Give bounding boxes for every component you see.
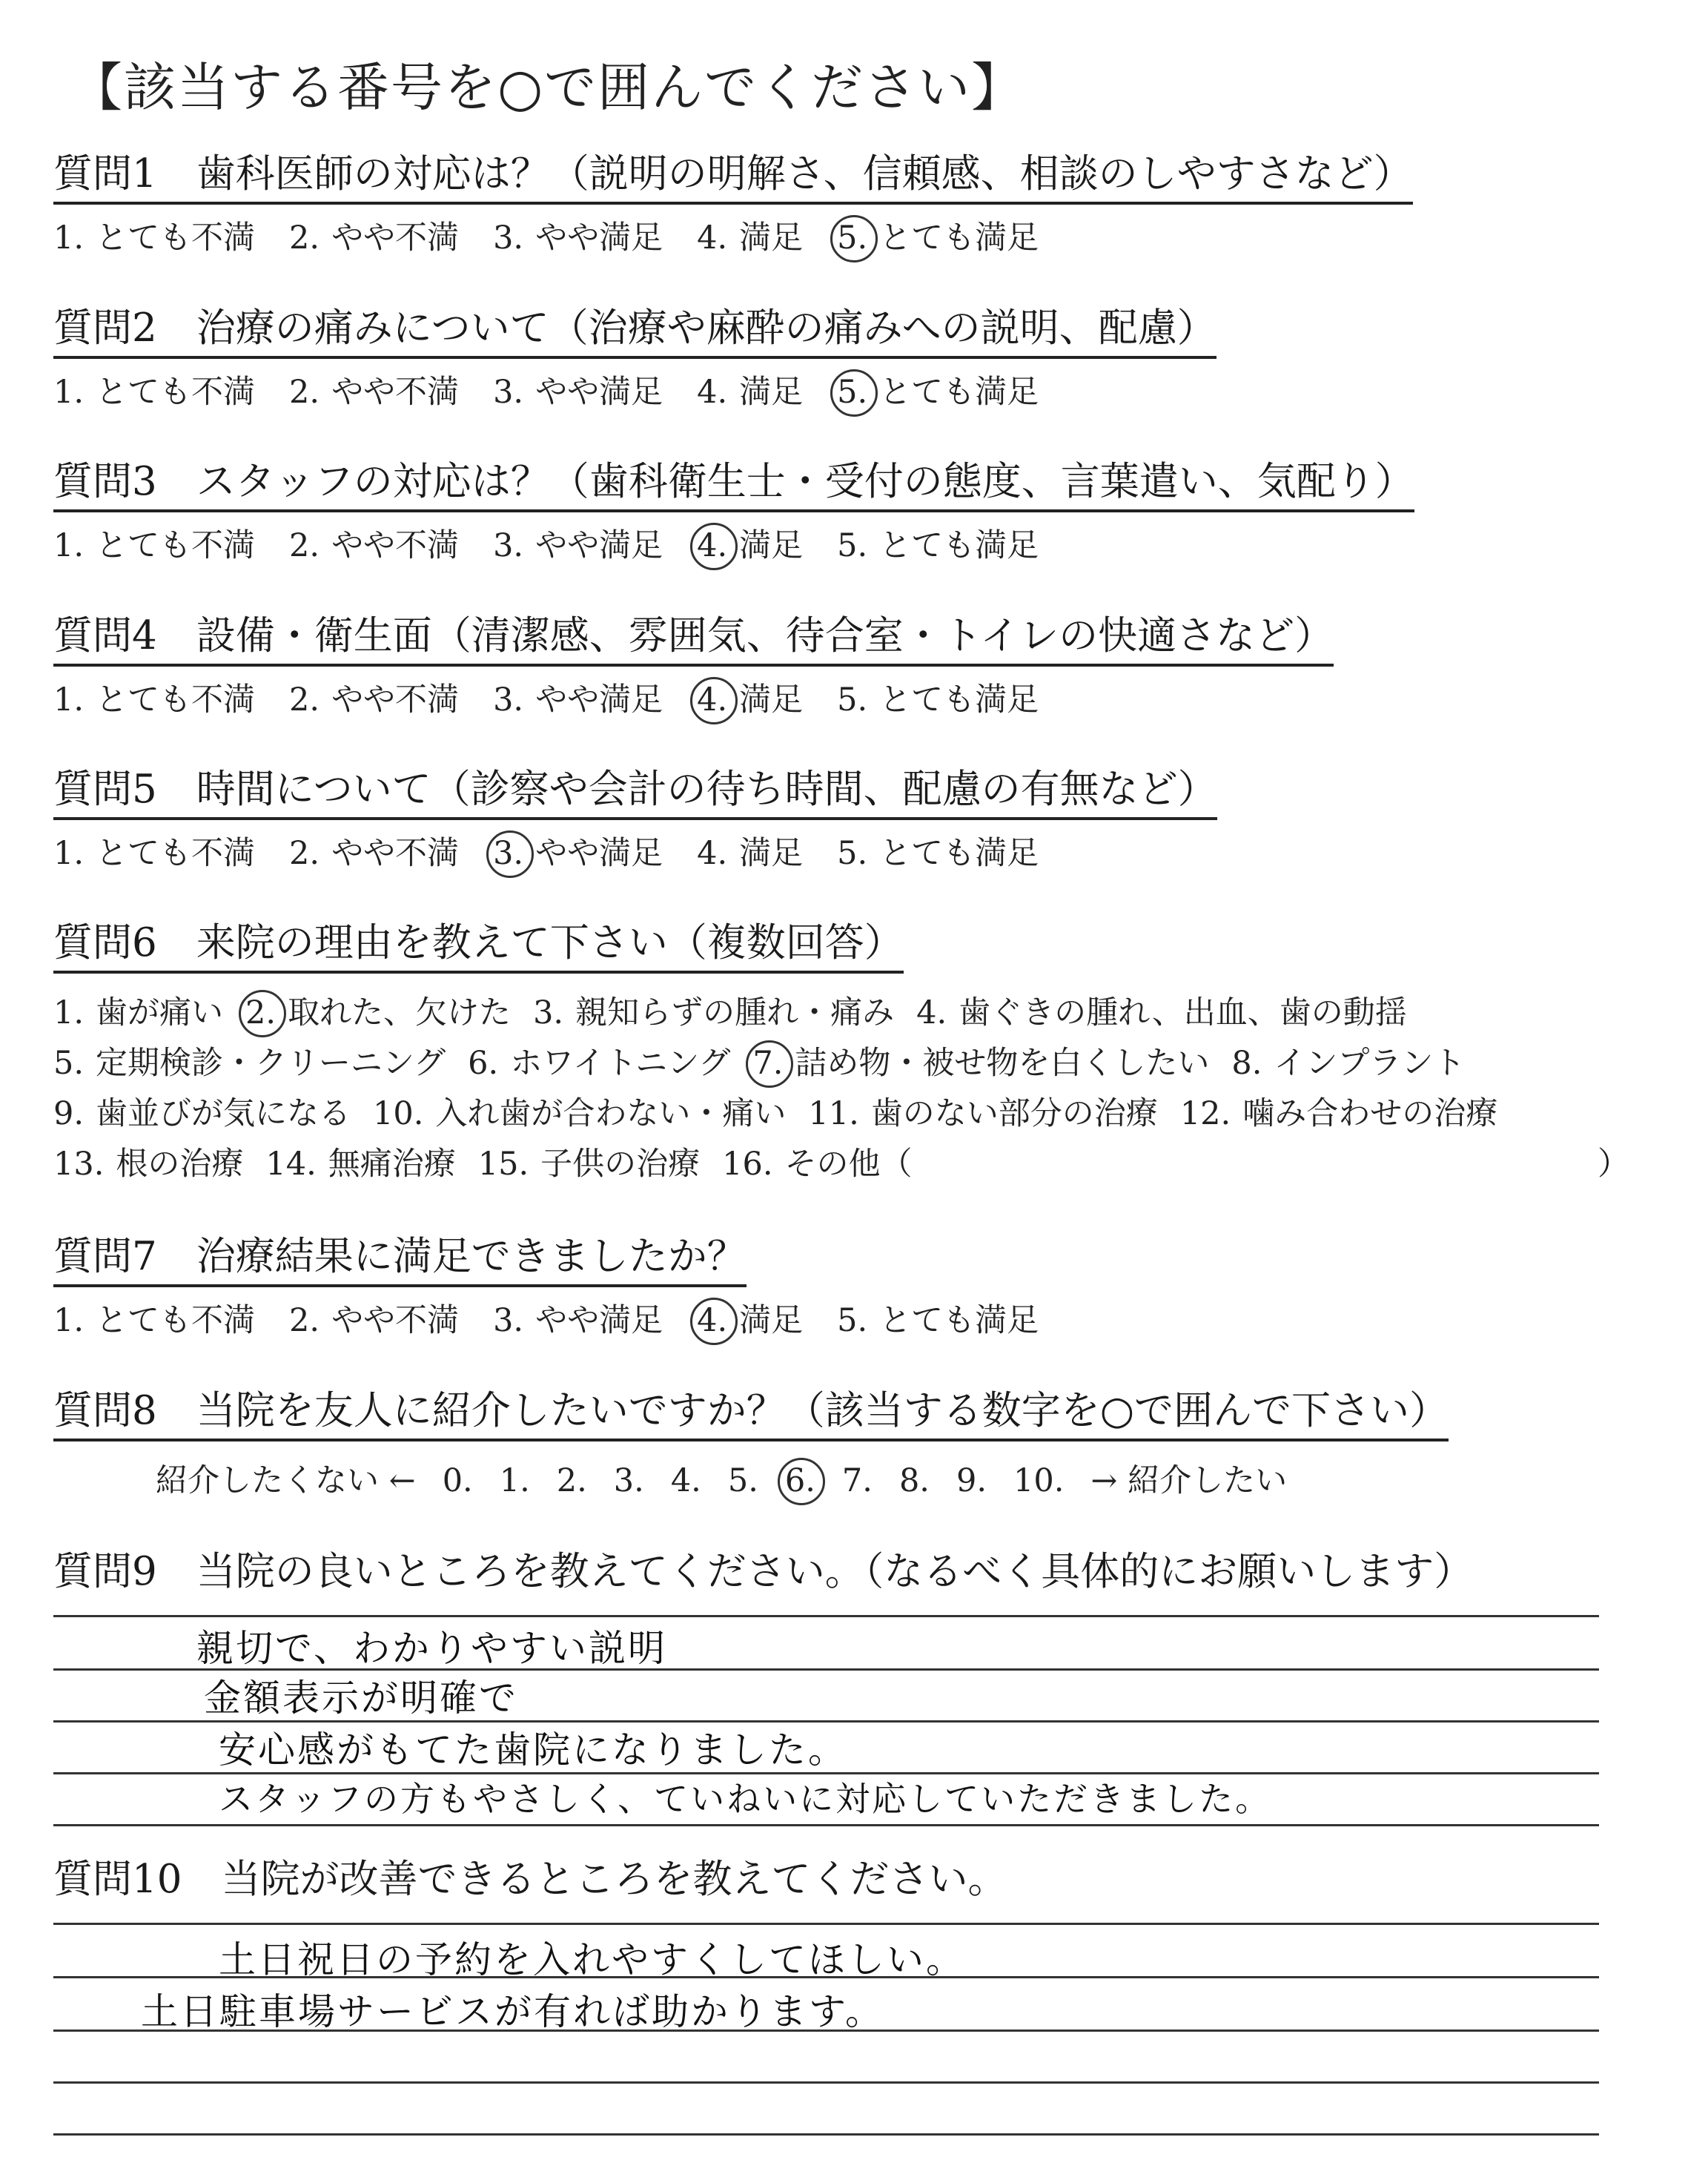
option-label: 定期検診・クリーニング (96, 1045, 446, 1082)
option-number: 2. (289, 681, 320, 719)
question-4-option-2[interactable] (289, 675, 459, 720)
option-label: やや不満 (331, 835, 460, 872)
option-label: とても満足 (879, 1302, 1039, 1339)
question-5-options (53, 828, 1073, 873)
option-label: やや満足 (535, 835, 663, 872)
question-1-option-3[interactable] (493, 213, 663, 258)
option-label: やや満足 (535, 1302, 663, 1339)
question-2-option-5[interactable] (837, 367, 1039, 412)
option-number: 2. (289, 374, 320, 411)
question-5-option-4[interactable] (697, 828, 803, 873)
option-number: 11. (808, 1095, 859, 1132)
scale-value[interactable]: 1. (499, 1462, 530, 1499)
option-label: 子供の治療 (540, 1146, 701, 1183)
option-number: 3. (493, 1302, 524, 1339)
option-label: その他（ (784, 1146, 913, 1183)
option-number: 16. (722, 1146, 773, 1183)
question-2-option-1[interactable] (53, 367, 255, 412)
option-number: 12. (1179, 1095, 1231, 1132)
option-label: やや不満 (331, 527, 460, 564)
reason-option[interactable] (916, 988, 1407, 1033)
question-8-title: 質問8 当院を友人に紹介したいですか？（該当する数字を○で囲んで下さい） (53, 1389, 1449, 1441)
option-number: 4. (697, 374, 728, 411)
question-7-option-5[interactable] (837, 1295, 1039, 1341)
option-number: 1. (53, 1302, 85, 1339)
option-number: 4. (697, 835, 728, 872)
question-7-option-2[interactable] (289, 1295, 459, 1341)
question-1-option-1[interactable] (53, 213, 255, 258)
scale-value[interactable]: 3. (613, 1462, 644, 1499)
question-1-option-5[interactable] (837, 213, 1039, 258)
option-label: やや不満 (331, 1302, 460, 1339)
question-6-title: 質問6 来院の理由を教えて下さい（複数回答） (53, 921, 904, 974)
handwritten-answer: スタッフの方もやさしく、ていねいに対応していただきました。 (219, 1779, 1272, 1819)
option-label: とても不満 (96, 527, 256, 564)
question-3-option-3[interactable] (493, 521, 663, 566)
handwritten-answer: 土日祝日の予約を入れやすくしてほしい。 (219, 1938, 965, 1981)
option-label: やや満足 (535, 374, 663, 411)
question-3-option-5[interactable] (837, 521, 1039, 566)
option-number: 13. (53, 1146, 105, 1183)
question-1-option-2[interactable] (289, 213, 459, 258)
reason-option[interactable] (1180, 1089, 1497, 1134)
option-number: 4. (697, 527, 728, 564)
question-7-option-1[interactable] (53, 1295, 255, 1341)
question-3-options (53, 521, 1073, 566)
reason-option[interactable] (808, 1089, 1157, 1134)
question-2-option-2[interactable] (289, 367, 459, 412)
answer-line (53, 1923, 1599, 1925)
option-label: 入れ歯が合わない・痛い (435, 1095, 787, 1132)
option-label: やや不満 (331, 681, 460, 719)
question-2-option-4[interactable] (697, 367, 803, 412)
question-4-title: 質問4 設備・衛生面（清潔感、雰囲気、待合室・トイレの快適さなど） (53, 614, 1334, 667)
option-number: 5. (837, 219, 868, 257)
question-3-option-2[interactable] (289, 521, 459, 566)
answer-line (53, 1615, 1599, 1617)
reason-option[interactable] (533, 988, 894, 1033)
option-label: やや満足 (535, 219, 663, 257)
option-number: 2. (289, 835, 320, 872)
option-number: 4. (697, 219, 728, 257)
reason-option[interactable] (53, 1038, 446, 1083)
option-number: 3. (493, 219, 524, 257)
option-label: とても満足 (879, 681, 1039, 719)
recommend-scale (156, 1456, 1314, 1501)
question-7-options (53, 1295, 1073, 1341)
option-number: 4. (916, 994, 947, 1031)
handwritten-answer: 安心感がもてた歯院になりました。 (219, 1728, 847, 1771)
option-label: とても不満 (96, 219, 256, 257)
option-label: 満足 (739, 527, 804, 564)
option-label: 満足 (739, 835, 804, 872)
question-5-title: 質問5 時間について（診察や会計の待ち時間、配慮の有無など） (53, 767, 1217, 820)
option-number: 1. (53, 835, 85, 872)
option-number: 3. (493, 681, 524, 719)
option-number: 14. (265, 1146, 317, 1183)
question-2-options (53, 367, 1073, 412)
option-label: 詰め物・被せ物を白くしたい (795, 1045, 1210, 1082)
option-label: 根の治療 (116, 1146, 244, 1183)
option-number: 4. (697, 1302, 728, 1339)
scale-value[interactable]: 6. (784, 1462, 815, 1499)
scale-value[interactable]: 2. (556, 1462, 587, 1499)
option-number: 6. (468, 1045, 499, 1082)
option-number: 3. (493, 374, 524, 411)
question-1-option-4[interactable] (697, 213, 803, 258)
reason-option[interactable] (478, 1139, 700, 1184)
question-3-option-4[interactable] (697, 521, 803, 566)
reason-option[interactable] (53, 988, 223, 1033)
option-label: とても不満 (96, 1302, 256, 1339)
option-number: 5. (53, 1045, 85, 1082)
option-number: 4. (697, 681, 728, 719)
scale-value[interactable]: 4. (670, 1462, 701, 1499)
option-number: 5. (837, 681, 868, 719)
scale-right-label: → 紹介したい (1090, 1462, 1288, 1499)
option-label: やや不満 (331, 374, 460, 411)
question-2-title: 質問2 治療の痛みについて（治療や麻酔の痛みへの説明、配慮） (53, 306, 1217, 359)
option-number: 1. (53, 374, 85, 411)
option-label: ホワイトニング (510, 1045, 731, 1082)
question-7-title: 質問7 治療結果に満足できましたか？ (53, 1235, 747, 1287)
scale-value[interactable]: 10. (1013, 1462, 1065, 1499)
handwritten-answer: 親切で、わかりやすい説明 (196, 1627, 667, 1670)
question-6-options-row (53, 1139, 935, 1184)
question-5-option-2[interactable] (289, 828, 459, 873)
question-4-option-1[interactable] (53, 675, 255, 720)
question-3-option-1[interactable] (53, 521, 255, 566)
question-6-options-row (53, 1089, 1520, 1134)
option-label: 歯が痛い (96, 994, 224, 1031)
reason-option[interactable] (265, 1139, 455, 1184)
option-label: とても不満 (96, 681, 256, 719)
handwritten-answer: 金額表示が明確で (204, 1677, 518, 1720)
option-number: 5. (837, 1302, 868, 1339)
option-label: 取れた、欠けた (288, 994, 512, 1031)
option-number: 10. (373, 1095, 424, 1132)
reason-option[interactable] (468, 1038, 730, 1083)
option-label: とても満足 (879, 835, 1039, 872)
other-close-paren: ） (1598, 1146, 1629, 1183)
option-number: 2. (289, 219, 320, 257)
question-5-option-3[interactable] (493, 828, 663, 873)
option-label: インプラント (1274, 1045, 1466, 1082)
question-4-option-3[interactable] (493, 675, 663, 720)
option-label: とても満足 (879, 219, 1039, 257)
option-number: 5. (837, 527, 868, 564)
reason-option[interactable] (53, 1139, 243, 1184)
option-label: とても不満 (96, 374, 256, 411)
option-label: 噛み合わせの治療 (1242, 1095, 1498, 1132)
option-number: 9. (53, 1095, 85, 1132)
option-label: 満足 (739, 681, 804, 719)
answer-line (53, 1824, 1599, 1826)
question-6-options-row (53, 1038, 1487, 1083)
answer-line (53, 2081, 1599, 2084)
option-number: 7. (752, 1045, 784, 1082)
scale-value[interactable]: 9. (956, 1462, 987, 1499)
option-number: 1. (53, 681, 85, 719)
question-4-option-4[interactable] (697, 675, 803, 720)
option-label: 満足 (739, 1302, 804, 1339)
option-label: 無痛治療 (328, 1146, 456, 1183)
question-5-option-5[interactable] (837, 828, 1039, 873)
option-number: 1. (53, 994, 85, 1031)
option-label: やや満足 (535, 527, 663, 564)
reason-option[interactable] (373, 1089, 786, 1134)
scale-value[interactable]: 7. (841, 1462, 873, 1499)
reason-option[interactable] (752, 1038, 1209, 1083)
option-number: 2. (245, 994, 277, 1031)
option-label: とても満足 (879, 527, 1039, 564)
option-label: とても不満 (96, 835, 256, 872)
scale-value[interactable]: 0. (442, 1462, 473, 1499)
option-label: とても満足 (879, 374, 1039, 411)
option-number: 5. (837, 835, 868, 872)
survey-header: 【該当する番号を○で囲んでください】 (70, 57, 1025, 118)
handwritten-answer: 土日駐車場サービスが有れば助かります。 (141, 1990, 884, 2033)
question-10-title: 質問10 当院が改善できるところを教えてください。 (53, 1857, 1007, 1902)
option-number: 8. (1231, 1045, 1262, 1082)
option-number: 2. (289, 1302, 320, 1339)
option-number: 3. (493, 527, 524, 564)
option-label: 満足 (739, 374, 804, 411)
option-number: 1. (53, 527, 85, 564)
option-label: やや不満 (331, 219, 460, 257)
question-4-options (53, 675, 1073, 720)
answer-line (53, 2133, 1599, 2136)
option-label: 歯並びが気になる (96, 1095, 351, 1132)
option-label: 親知らずの腫れ・痛み (575, 994, 895, 1031)
reason-option[interactable] (1231, 1038, 1465, 1083)
reason-option[interactable] (53, 1089, 351, 1134)
scale-value[interactable]: 5. (727, 1462, 758, 1499)
option-number: 15. (477, 1146, 529, 1183)
option-number: 3. (493, 835, 524, 872)
option-number: 1. (53, 219, 85, 257)
question-1-options (53, 213, 1073, 258)
question-9-title: 質問9 当院の良いところを教えてください。（なるべく具体的にお願いします） (53, 1549, 1474, 1594)
option-label: 歯のない部分の治療 (870, 1095, 1158, 1132)
option-number: 5. (837, 374, 868, 411)
option-label: 満足 (739, 219, 804, 257)
question-6-options-row (53, 988, 1429, 1033)
option-number: 3. (533, 994, 564, 1031)
scale-value[interactable]: 8. (898, 1462, 930, 1499)
option-label: やや満足 (535, 681, 663, 719)
scale-left-label: 紹介したくない ← (156, 1462, 416, 1499)
reason-option[interactable] (722, 1139, 912, 1184)
question-3-title: 質問3 スタッフの対応は？（歯科衛生士・受付の態度、言葉遣い、気配り） (53, 460, 1414, 512)
question-7-option-4[interactable] (697, 1295, 803, 1341)
question-1-title: 質問1 歯科医師の対応は？（説明の明解さ、信頼感、相談のしやすさなど） (53, 152, 1413, 205)
question-5-option-1[interactable] (53, 828, 255, 873)
question-4-option-5[interactable] (837, 675, 1039, 720)
question-2-option-3[interactable] (493, 367, 663, 412)
reason-option[interactable] (245, 988, 511, 1033)
option-label: 歯ぐきの腫れ、出血、歯の動揺 (959, 994, 1407, 1031)
option-number: 2. (289, 527, 320, 564)
question-7-option-3[interactable] (493, 1295, 663, 1341)
